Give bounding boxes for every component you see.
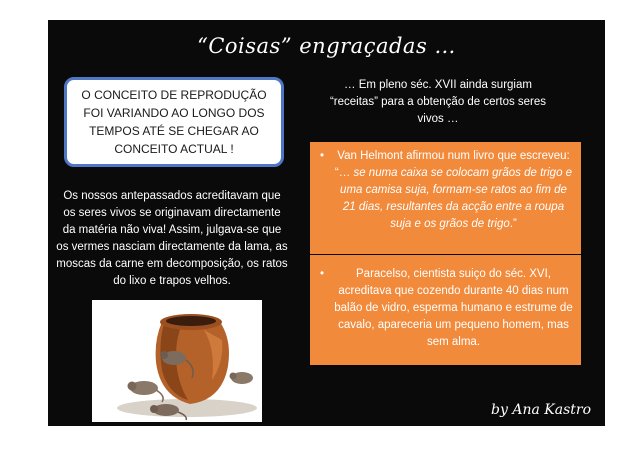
- bullet-van-helmont: [310, 148, 581, 233]
- panel-divider: [310, 254, 581, 255]
- bullet-van-helmont-text: [334, 148, 573, 233]
- author-signature: by Ana Kastro: [491, 402, 591, 418]
- concept-box: [64, 77, 284, 167]
- van-helmont-end: .”: [509, 218, 517, 230]
- bullet-paracelso: [310, 266, 581, 351]
- van-helmont-quote: se numa caixa se colocam grãos de trigo e uma camisa suja, formam-se ratos ao fim de 21 dias, resultantes da acção entre a roupa suja e os grãos de trigo: [340, 167, 573, 230]
- van-helmont-lead: Van Helmont afirmou num livro que escreveu: “…: [334, 150, 570, 179]
- intro-paragraph: … Em pleno séc. XVII ainda surgiam “receitas” para a obtenção de certos seres vivos …: [329, 79, 547, 125]
- bullet-dot: •: [320, 150, 325, 162]
- concept-box-text: O CONCEITO DE REPRODUÇÃO FOI VARIANDO AO LONGO DOS TEMPOS ATÉ SE CHEGAR AO CONCEITO ACTUAL !: [81, 88, 267, 156]
- slide-title: “Coisas” engraçadas …: [197, 34, 456, 58]
- ancestors-paragraph: Os nossos antepassados acreditavam que os seres vivos se originavam directamente da matéria não viva! Assim, julgava-se que os vermes nasciam directamente da lama, as moscas da carne em decomposição, os ratos do lixo e trapos velhos.: [56, 190, 288, 287]
- bullet-paracelso-text: Paracelso, cientista suiço do séc. XVI, acreditava que cozendo durante 40 dias num balão de vidro, esperma humano e estrume de cavalo, apareceria um pequeno homem, mas sem alma.: [334, 268, 573, 348]
- slide: [48, 20, 605, 426]
- clay-pot-with-mice-photo: [92, 300, 262, 422]
- orange-panel: [310, 142, 581, 365]
- bullet-dot: •: [320, 268, 325, 280]
